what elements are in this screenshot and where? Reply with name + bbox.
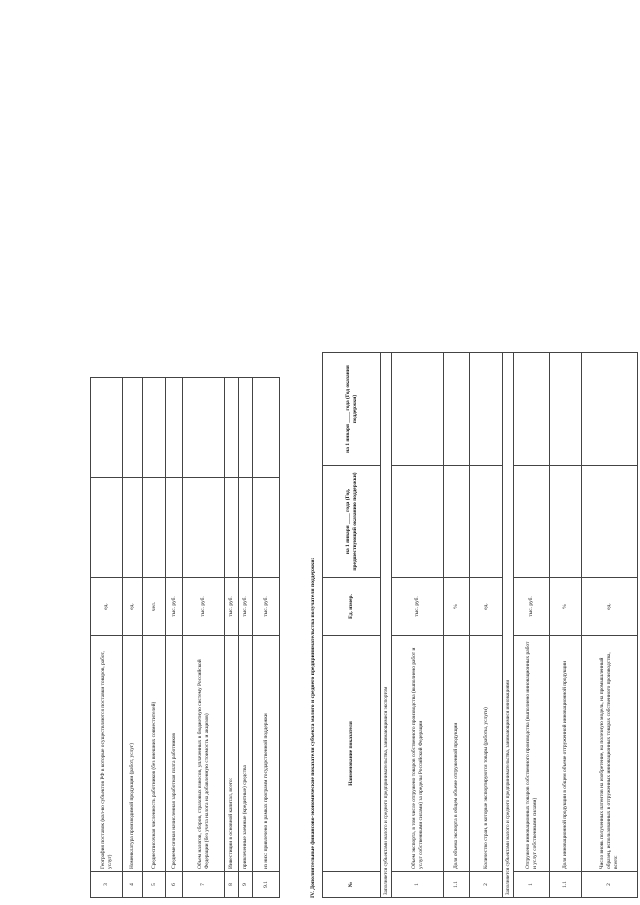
- value-cell-2[interactable]: [392, 353, 444, 466]
- table-row: [550, 353, 582, 898]
- unit-of-measure: тыс. руб.: [253, 578, 280, 636]
- value-cell-2[interactable]: [91, 378, 123, 478]
- unit-of-measure: тыс. руб.: [514, 578, 550, 636]
- row-number: 1: [392, 872, 444, 898]
- unit-of-measure: %: [444, 578, 470, 636]
- unit-of-measure: ед.: [470, 578, 503, 636]
- indicator-name: Среднесписочная численность работников (без внешних совместителей): [143, 636, 166, 872]
- header-unit: Ед. измер.: [323, 578, 381, 636]
- header-prev-year: на 1 января ____ года (Год, предшествующий оказанию поддержки): [323, 466, 381, 578]
- unit-of-measure: чел.: [143, 578, 166, 636]
- row-number: 2: [470, 872, 503, 898]
- value-cell-1[interactable]: [239, 478, 253, 578]
- section-row: [503, 353, 514, 898]
- value-cell-2[interactable]: [183, 378, 225, 478]
- table-row: [253, 378, 280, 898]
- table-row: [91, 378, 123, 898]
- value-cell-2[interactable]: [470, 353, 503, 466]
- table-row: [582, 353, 638, 898]
- value-cell-1[interactable]: [253, 478, 280, 578]
- unit-of-measure: %: [550, 578, 582, 636]
- table-row: [183, 378, 225, 898]
- indicator-name: Объем налогов, сборов, страховых взносов, уплаченных в бюджетную систему Российской Федерации (без учета налога на добавленную стоимость и акцизов): [183, 636, 225, 872]
- indicator-name: Доля объема экспорта в общем объеме отгруженной продукции: [444, 636, 470, 872]
- value-cell-2[interactable]: [166, 378, 183, 478]
- value-cell-2[interactable]: [143, 378, 166, 478]
- unit-of-measure: тыс. руб.: [183, 578, 225, 636]
- row-number: 6: [166, 872, 183, 898]
- row-number: 5: [143, 872, 166, 898]
- value-cell-1[interactable]: [550, 466, 582, 578]
- header-name: Наименование показателя: [323, 636, 381, 872]
- value-cell-2[interactable]: [225, 378, 239, 478]
- indicator-name: Количество стран, в которые экспортируются товары (работы, услуги): [470, 636, 503, 872]
- table-row: [225, 378, 239, 898]
- rotated-document-page: [90, 353, 619, 898]
- row-number: 8: [225, 872, 239, 898]
- additional-indicators-table: [322, 352, 638, 898]
- row-number: 7: [183, 872, 225, 898]
- section-title: IV. Дополнительные финансово-экономические показатели субъекта малого и среднего предпринимательства получателя поддержки:: [310, 557, 316, 898]
- value-cell-2[interactable]: [550, 353, 582, 466]
- row-number: 2: [582, 872, 638, 898]
- indicator-name: из них: привлечено в рамках программ государственной поддержки: [253, 636, 280, 872]
- section-caption: Заполняется субъектами малого и среднего предпринимательства, занимающимися инновациями: [503, 353, 514, 898]
- value-cell-2[interactable]: [253, 378, 280, 478]
- table-row: [166, 378, 183, 898]
- value-cell-1[interactable]: [91, 478, 123, 578]
- value-cell-2[interactable]: [582, 353, 638, 466]
- indicator-name: привлеченные заемные (кредитные) средства: [239, 636, 253, 872]
- table-row: [444, 353, 470, 898]
- indicator-name: География поставок (кол-во субъектов РФ в которые осуществляются поставки товаров, работ, услуг): [91, 636, 123, 872]
- value-cell-2[interactable]: [123, 378, 143, 478]
- row-number: 3: [91, 872, 123, 898]
- unit-of-measure: тыс. руб.: [225, 578, 239, 636]
- value-cell-1[interactable]: [225, 478, 239, 578]
- indicator-name: Инвестиции в основной капитал, всего:: [225, 636, 239, 872]
- value-cell-1[interactable]: [582, 466, 638, 578]
- unit-of-measure: тыс. руб.: [239, 578, 253, 636]
- value-cell-1[interactable]: [143, 478, 166, 578]
- value-cell-2[interactable]: [444, 353, 470, 466]
- unit-of-measure: тыс. руб.: [392, 578, 444, 636]
- indicators-table-continued: [90, 377, 280, 898]
- indicator-name: Номенклатура производимой продукции (работ, услуг): [123, 636, 143, 872]
- unit-of-measure: ед.: [91, 578, 123, 636]
- table-row: [239, 378, 253, 898]
- indicator-name: Отгружено инновационных товаров собственного производства (выполнено инновационных работ и услуг собственными силами): [514, 636, 550, 872]
- value-cell-1[interactable]: [392, 466, 444, 578]
- unit-of-measure: ед.: [582, 578, 638, 636]
- table-row: [514, 353, 550, 898]
- value-cell-1[interactable]: [183, 478, 225, 578]
- value-cell-1[interactable]: [470, 466, 503, 578]
- section-caption: Заполняется субъектами малого и среднего предпринимательства, занимающимися экспортом: [381, 353, 392, 898]
- header-support-year: на 1 января ____ года (Год оказания поддержки): [323, 353, 381, 466]
- table-row: [392, 353, 444, 898]
- value-cell-1[interactable]: [514, 466, 550, 578]
- value-cell-1[interactable]: [166, 478, 183, 578]
- indicator-name: Объем экспорта, в том числе отгружено товаров собственного производства (выполнено работ и услуг собственными силами) за пределы Российской Федерации: [392, 636, 444, 872]
- unit-of-measure: тыс. руб.: [166, 578, 183, 636]
- row-number: 1.1: [444, 872, 470, 898]
- row-number: 4: [123, 872, 143, 898]
- value-cell-1[interactable]: [444, 466, 470, 578]
- value-cell-2[interactable]: [239, 378, 253, 478]
- value-cell-1[interactable]: [123, 478, 143, 578]
- row-number: 9: [239, 872, 253, 898]
- header-row: [323, 353, 381, 898]
- row-number: 1.1: [550, 872, 582, 898]
- table-row: [143, 378, 166, 898]
- indicator-name: Среднемесячная начисленная заработная плата работников: [166, 636, 183, 872]
- row-number: 9.1: [253, 872, 280, 898]
- table-row: [470, 353, 503, 898]
- table-row: [123, 378, 143, 898]
- indicator-name: Число вновь полученных патентов на изобретение, на полезную модель, на промышленный образец, использованных в отгруженных инновационных товарах собственного производства, всего:: [582, 636, 638, 872]
- section-row: [381, 353, 392, 898]
- header-num: №: [323, 872, 381, 898]
- unit-of-measure: ед.: [123, 578, 143, 636]
- row-number: 1: [514, 872, 550, 898]
- value-cell-2[interactable]: [514, 353, 550, 466]
- indicator-name: Доля инновационной продукции в общем объеме отгруженной инновационной продукции: [550, 636, 582, 872]
